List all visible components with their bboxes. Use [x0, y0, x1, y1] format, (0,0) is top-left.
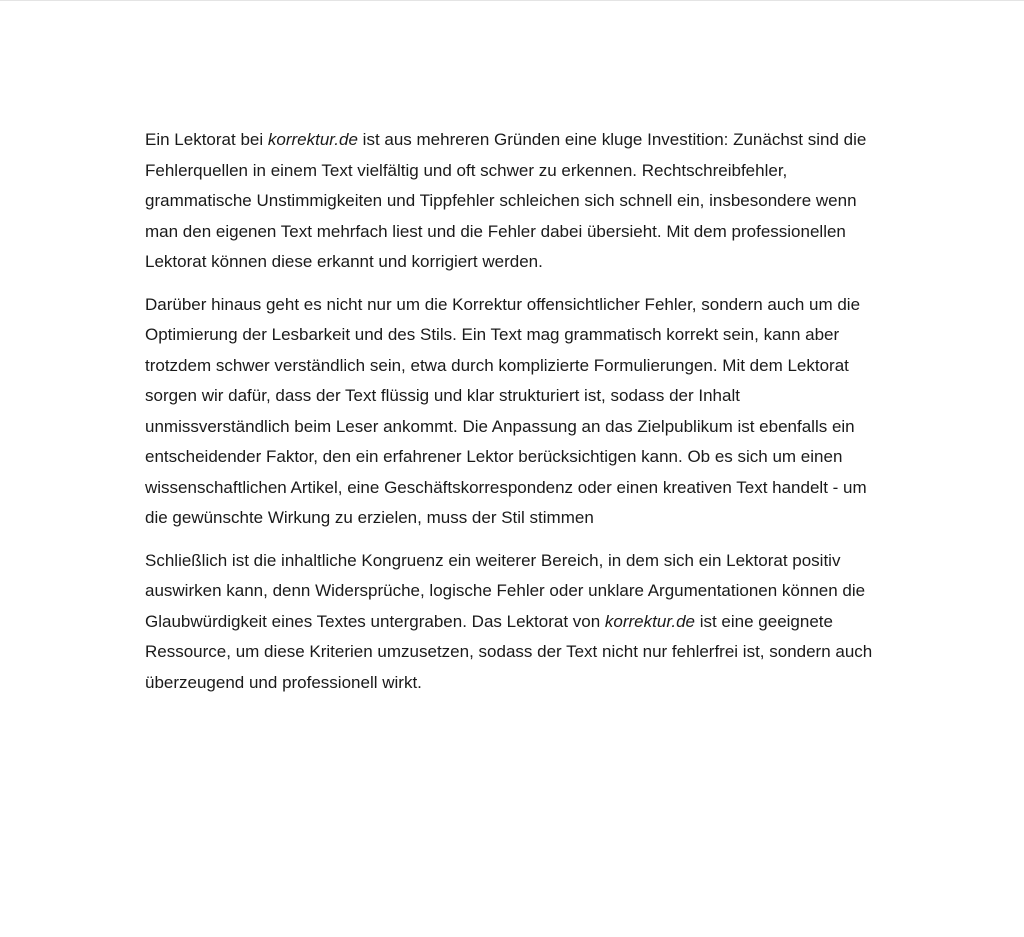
- article-body: [145, 125, 885, 710]
- paragraph-text: ist eine geeignete Ressource, um diese Kriterien umzusetzen, sodass der Text nicht nur fehlerfrei ist, sondern auch überzeugend und professionell wirkt.: [145, 611, 873, 692]
- paragraph-text: ist aus mehreren Gründen eine kluge Investition: Zunächst sind die Fehlerquellen in einem Text vielfältig und oft schwer zu erkennen. Rechtschreibfehler, grammatische Unstimmigkeiten und Tippfehler schleichen sich schnell ein, insbesondere wenn man den eigenen Text mehrfach liest und die Fehler dabei übersieht. Mit dem professionellen Lektorat können diese erkannt und korrigiert werden.: [145, 130, 867, 271]
- brand-name: korrektur.de: [604, 611, 695, 631]
- paragraph-1: [145, 125, 885, 278]
- paragraph-text: Ein Lektorat bei: [145, 130, 268, 149]
- brand-name: korrektur.de: [267, 130, 358, 149]
- paragraph-text: Darüber hinaus geht es nicht nur um die Korrektur offensichtlicher Fehler, sondern auch um die Optimierung der Lesbarkeit und des Stils. Ein Text mag grammatisch korrekt sein, kann aber trotzdem schwer verständlich sein, etwa durch komplizierte Formulierungen. Mit dem Lektorat sorgen wir dafür, dass der Text flüssig und klar strukturiert ist, sodass der Inhalt unmissverständlich beim Leser ankommt. Die Anpassung an das Zielpublikum ist ebenfalls ein entscheidender Faktor, den ein erfahrener Lektor berücksichtigen kann. Ob es sich um einen wissenschaftlichen Artikel, eine Geschäftskorrespondenz oder einen kreativen Text handelt - um die gewünschte Wirkung zu erzielen, muss der Stil stimmen: [145, 294, 867, 527]
- paragraph-3: [145, 546, 885, 699]
- top-divider: [0, 0, 1024, 1]
- paragraph-text: Schließlich ist die inhaltliche Kongruenz ein weiterer Bereich, in dem sich ein Lektorat positiv auswirken kann, denn Widersprüche, logische Fehler oder unklare Argumentationen können die Glaubwürdigkeit eines Textes untergraben. Das Lektorat von: [145, 550, 866, 631]
- paragraph-2: [145, 290, 885, 534]
